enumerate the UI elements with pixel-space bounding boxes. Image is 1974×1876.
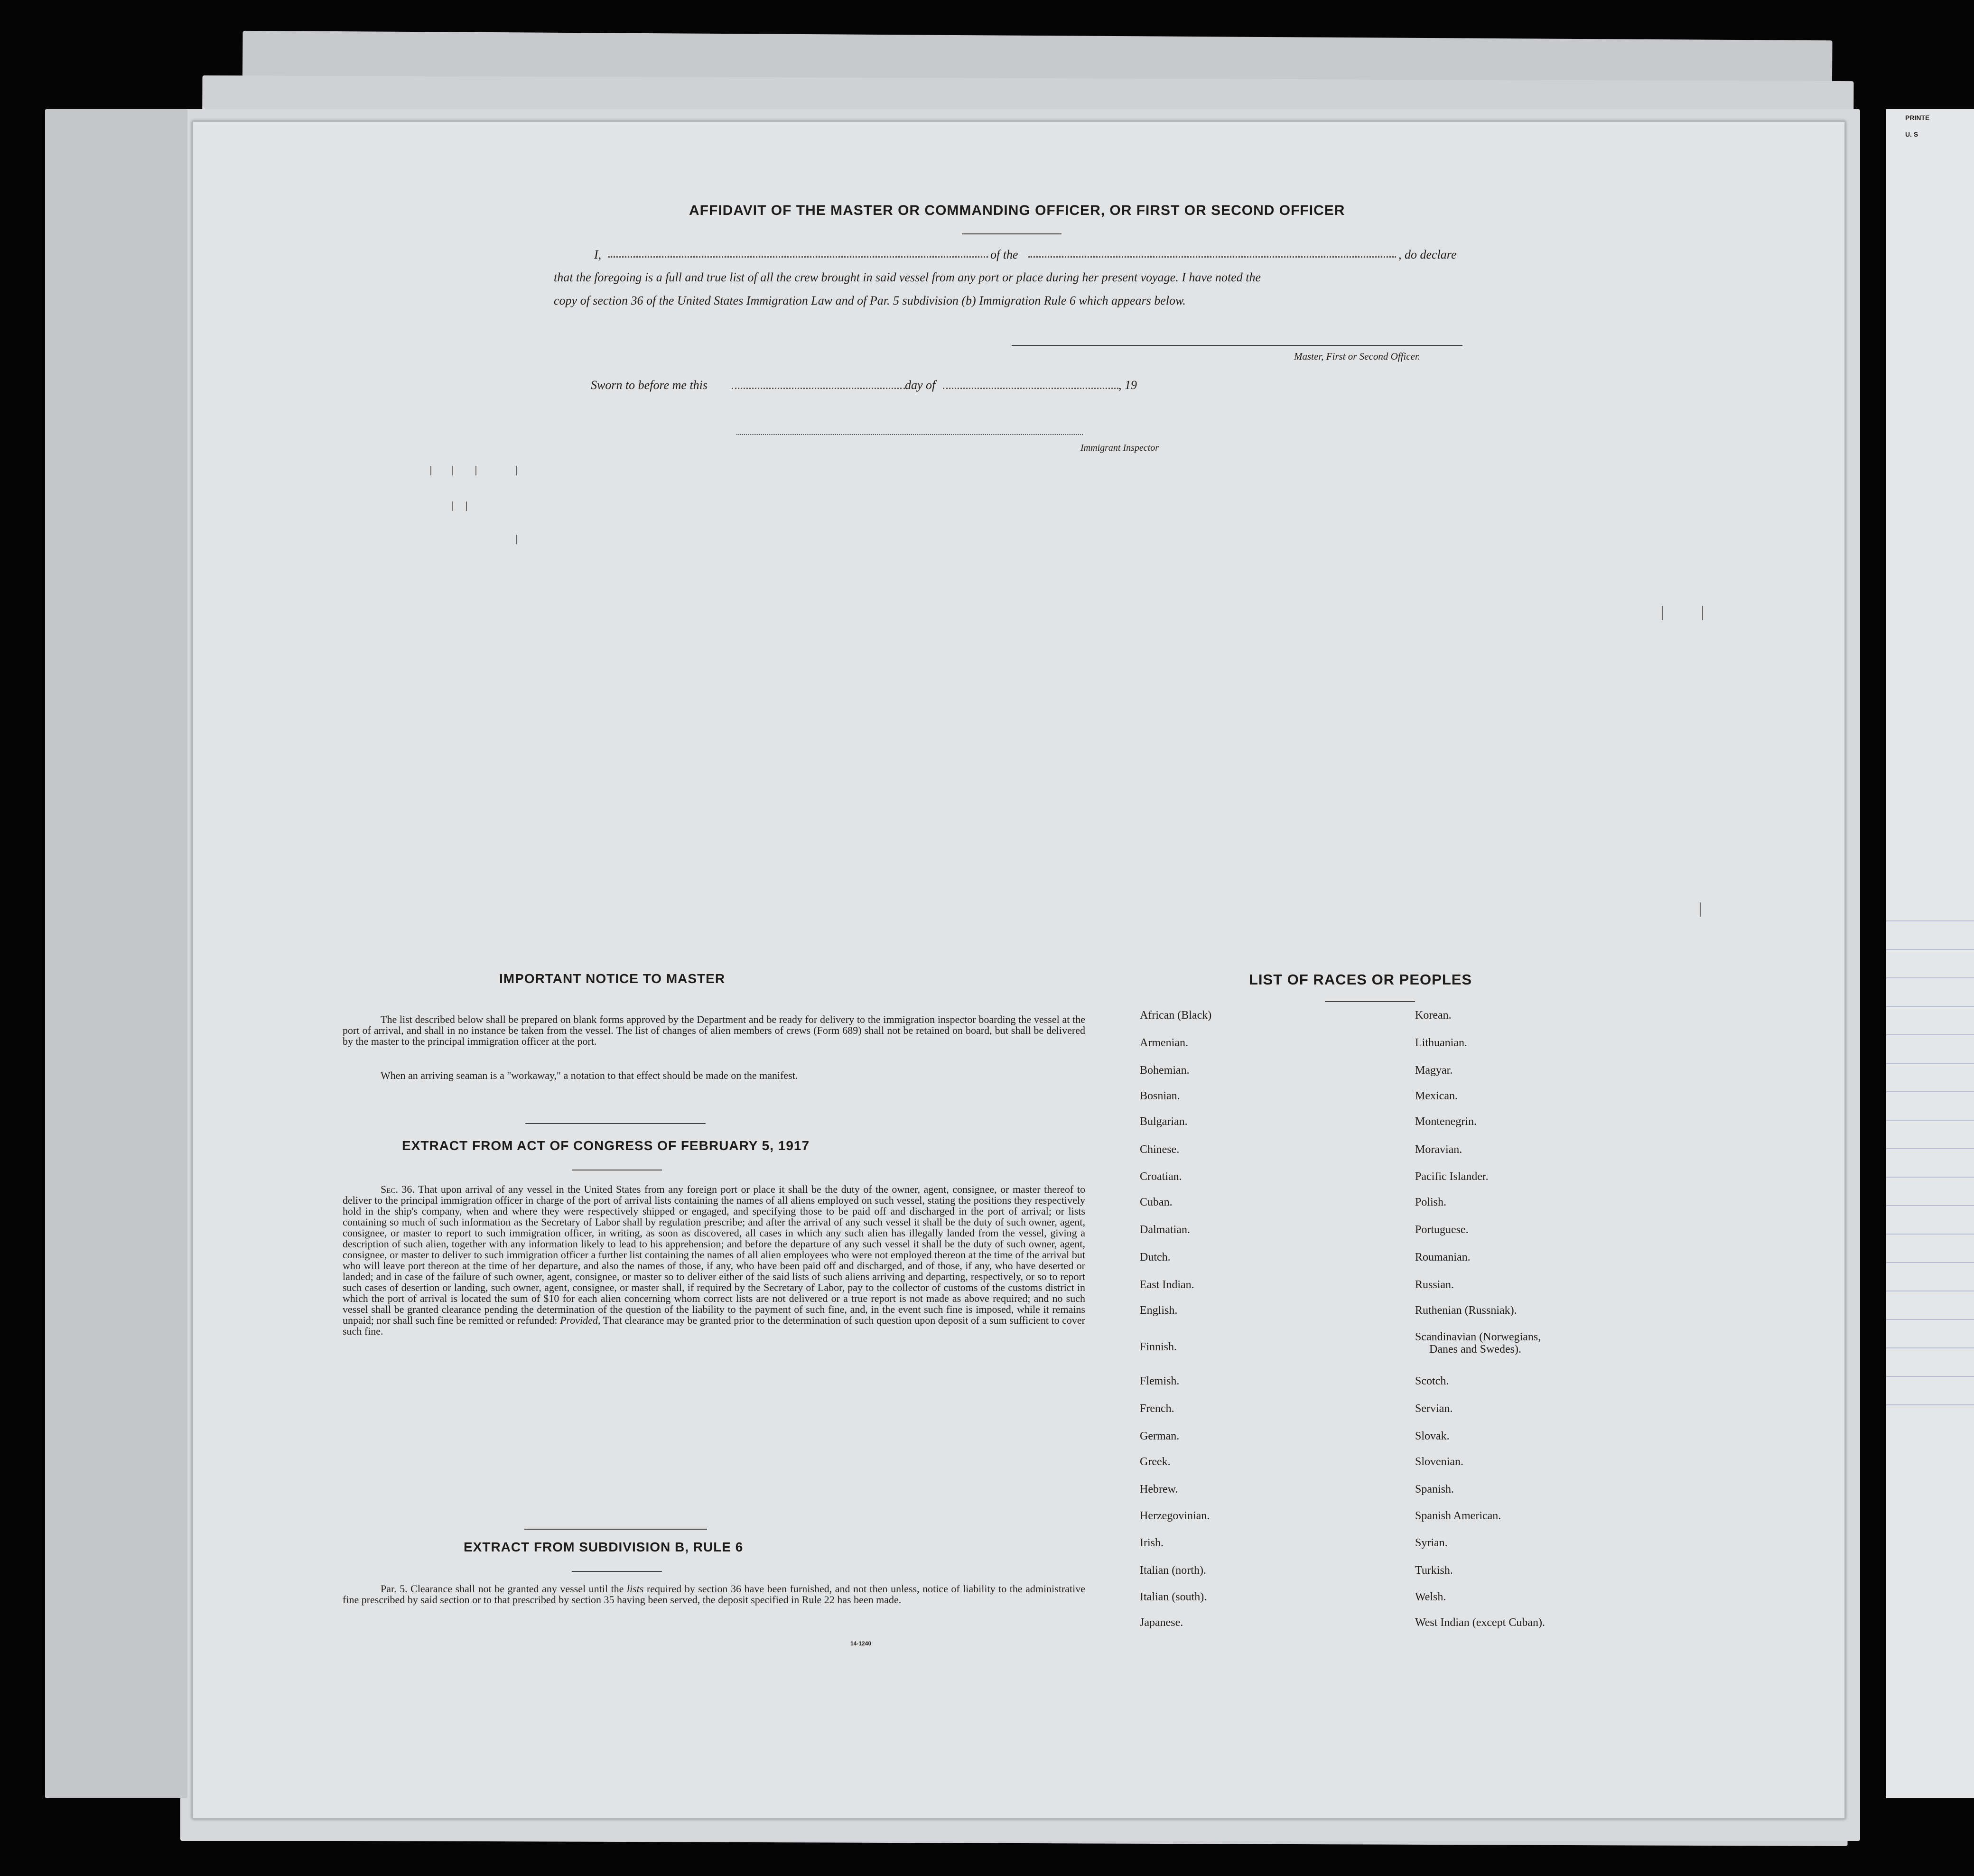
race-left-item: Italian (south). [1140,1591,1207,1603]
race-right-item: Roumanian. [1415,1251,1471,1263]
race-left-item: Croatian. [1140,1170,1182,1183]
race-left-item: Hebrew. [1140,1483,1178,1495]
race-left-item: German. [1140,1430,1180,1442]
race-right-item: Syrian. [1415,1537,1448,1549]
race-left-item: Herzegovinian. [1140,1510,1210,1522]
right-page-edge [1886,109,1974,1798]
section-36-text [343,1184,1085,1337]
race-left-item: Italian (north). [1140,1564,1206,1577]
race-right-item: Slovenian. [1415,1456,1463,1468]
race-left-item: Bosnian. [1140,1090,1180,1102]
race-left-item: East Indian. [1140,1279,1194,1291]
affidavit-of-the: of the [990,248,1018,261]
race-left-item: French. [1140,1402,1174,1415]
race-right-item: Spanish. [1415,1483,1454,1495]
section-36-body-end: That clearance may be granted prior to the determination of such question upon deposit of a sum sufficient to cover such fine. [343,1314,1086,1337]
master-signature-label: Master, First or Second Officer. [1294,351,1420,362]
race-right-item: Montenegrin. [1415,1115,1477,1128]
race-left-item: Bulgarian. [1140,1115,1188,1128]
race-right-item: Polish. [1415,1196,1447,1208]
race-right-item: Slovak. [1415,1430,1450,1442]
race-left-item: Greek. [1140,1456,1171,1468]
race-right-item: Lithuanian. [1415,1037,1467,1049]
notice-title: IMPORTANT NOTICE TO MASTER [499,971,726,986]
race-right-item: Ruthenian (Russniak). [1415,1304,1517,1317]
race-left-item: Cuban. [1140,1196,1173,1208]
rule-6-body: Par. 5. Clearance shall not be granted any vessel until the [381,1583,624,1595]
race-left-item: Bohemian. [1140,1064,1190,1077]
section-36-label: Sec. 36. [381,1183,415,1195]
sworn-day-of: day of [905,378,936,392]
inspector-label: Immigrant Inspector [1080,443,1159,453]
race-left-item: Dutch. [1140,1251,1171,1263]
section-36-body: That upon arrival of any vessel in the United States from any foreign port or place it shall be the duty of the owner, agent, consignee, or master thereof to deliver to the principal immigration officer in charge of the port of arrival lists containing the names of all aliens employed on such vessel, stating the positions they respectively hold in the ship's company, when and where they were respectively shipped or engaged, and specifying those to be paid off and discharged in the port of arrival; or lists containing so much of such information as the Secretary of Labor shall by regulation prescribe; and after the arrival of any such vessel it shall be the duty of such owner, agent, consignee, or master to report to such immigration officer, in writing, as soon as discovered, all cases in which any such alien has illegally landed from the vessel, giving a description of such alien, together with any information likely to lead to his apprehension; and before the departure of any such vessel it shall be the duty of such owner, agent, consignee, or master to deliver to such immigration officer a further list containing the names of all alien employees who were not employed thereon at the time of the arrival but who will leave port thereon at the time of her departure, and also the names of those, if any, who have been paid off and discharged, and of those, if any, who have deserted or landed; and in case of the failure of such owner, agent, consignee, or master so to deliver either of the said lists of such aliens arriving and departing, respectively, or so to report such cases of desertion or landing, such owner, agent, consignee, or master shall, if required by the Secretary of Labor, pay to the collector of customs of the customs district in which the port of arrival is located the sum of $10 for each alien concerning whom correct lists are not delivered or a true report is not made as above required; and no such vessel shall be granted clearance pending the determination of the question of the liability to the payment of such fine, and, in the event such fine is imposed, while it remains unpaid; nor shall such fine be remitted or refunded: [343,1183,1085,1326]
affidavit-do-declare: , do declare [1398,248,1457,261]
rule-6-lists: lists [626,1583,644,1595]
sworn-day-field[interactable] [732,388,905,389]
edge-printed-text: PRINTE [1905,114,1930,121]
notice-paragraph-2: When an arriving seaman is a "workaway," a notation to that effect should be made on the manifest. [381,1069,798,1081]
race-right-item: Portuguese. [1415,1224,1469,1236]
race-left-item: Dalmatian. [1140,1224,1190,1236]
race-left-item: Chinese. [1140,1143,1180,1156]
race-left-item: Japanese. [1140,1616,1183,1629]
race-left-item: Flemish. [1140,1375,1180,1387]
rule-6-text [343,1583,1085,1605]
notice-paragraph-1: The list described below shall be prepared on blank forms approved by the Department and be ready for delivery to the immigration inspector boarding the vessel at the port of arrival, and shall in no instance be taken from the vessel. The list of changes of alien members of crews (Form 689) shall not be retained on board, but shall be delivered by the master to the principal immigration officer at the port. [343,1013,1085,1047]
race-right-item: Magyar. [1415,1064,1453,1077]
race-right-item: Welsh. [1415,1591,1446,1603]
extract-act-title: EXTRACT FROM ACT OF CONGRESS OF FEBRUARY 5, 1917 [402,1138,810,1153]
race-right-item-continued: Danes and Swedes). [1429,1343,1521,1356]
affidavit-line-2: that the foregoing is a full and true list of all the crew brought in said vessel from any port or place during her present voyage. I have noted the [554,270,1261,284]
race-left-item: Armenian. [1140,1037,1188,1049]
race-right-item: Servian. [1415,1402,1453,1415]
inspector-signature-line[interactable] [736,434,1083,435]
affidavit-i: I, [594,248,602,261]
form-page [192,121,1845,1819]
extract-rule-title: EXTRACT FROM SUBDIVISION B, RULE 6 [464,1540,744,1554]
affidavit-title: AFFIDAVIT OF THE MASTER OR COMMANDING OFFICER, OR FIRST OR SECOND OFFICER [689,203,1345,218]
race-right-item: Russian. [1415,1279,1454,1291]
race-left-item: African (Black) [1140,1009,1212,1022]
sworn-text: Sworn to before me this [591,378,708,392]
race-left-item: English. [1140,1304,1178,1317]
master-signature-line[interactable] [1012,345,1462,346]
race-right-item: Spanish American. [1415,1510,1501,1522]
sworn-year-prefix: , 19 [1118,378,1137,392]
race-right-item: Mexican. [1415,1090,1458,1102]
races-title: LIST OF RACES OR PEOPLES [1249,971,1472,988]
race-right-item: Scandinavian (Norwegians, [1415,1331,1541,1343]
race-right-item: Scotch. [1415,1375,1449,1387]
edge-us-text: U. S [1905,130,1918,138]
left-page-edge [45,109,187,1798]
vessel-name-field[interactable] [1028,256,1396,258]
race-left-item: Irish. [1140,1537,1164,1549]
affiant-name-field[interactable] [608,256,988,258]
race-right-item: Pacific Islander. [1415,1170,1489,1183]
sworn-month-field[interactable] [943,388,1118,389]
rule-6-body-end: required by section 36 have been furnished, and not then unless, notice of liability to the administrative fine prescribed by said section or to that prescribed by section 35 having been served, the deposit specified in Rule 22 has been made. [343,1583,1086,1606]
form-number: 14-1240 [850,1640,872,1647]
race-right-item: Moravian. [1415,1143,1462,1156]
race-left-item: Finnish. [1140,1341,1177,1353]
race-right-item: West Indian (except Cuban). [1415,1616,1545,1629]
section-36-provided: Provided, [560,1314,601,1326]
affidavit-line-3: copy of section 36 of the United States Immigration Law and of Par. 5 subdivision (b) Immigration Rule 6 which appears below. [554,294,1186,307]
race-right-item: Korean. [1415,1009,1452,1022]
race-right-item: Turkish. [1415,1564,1453,1577]
